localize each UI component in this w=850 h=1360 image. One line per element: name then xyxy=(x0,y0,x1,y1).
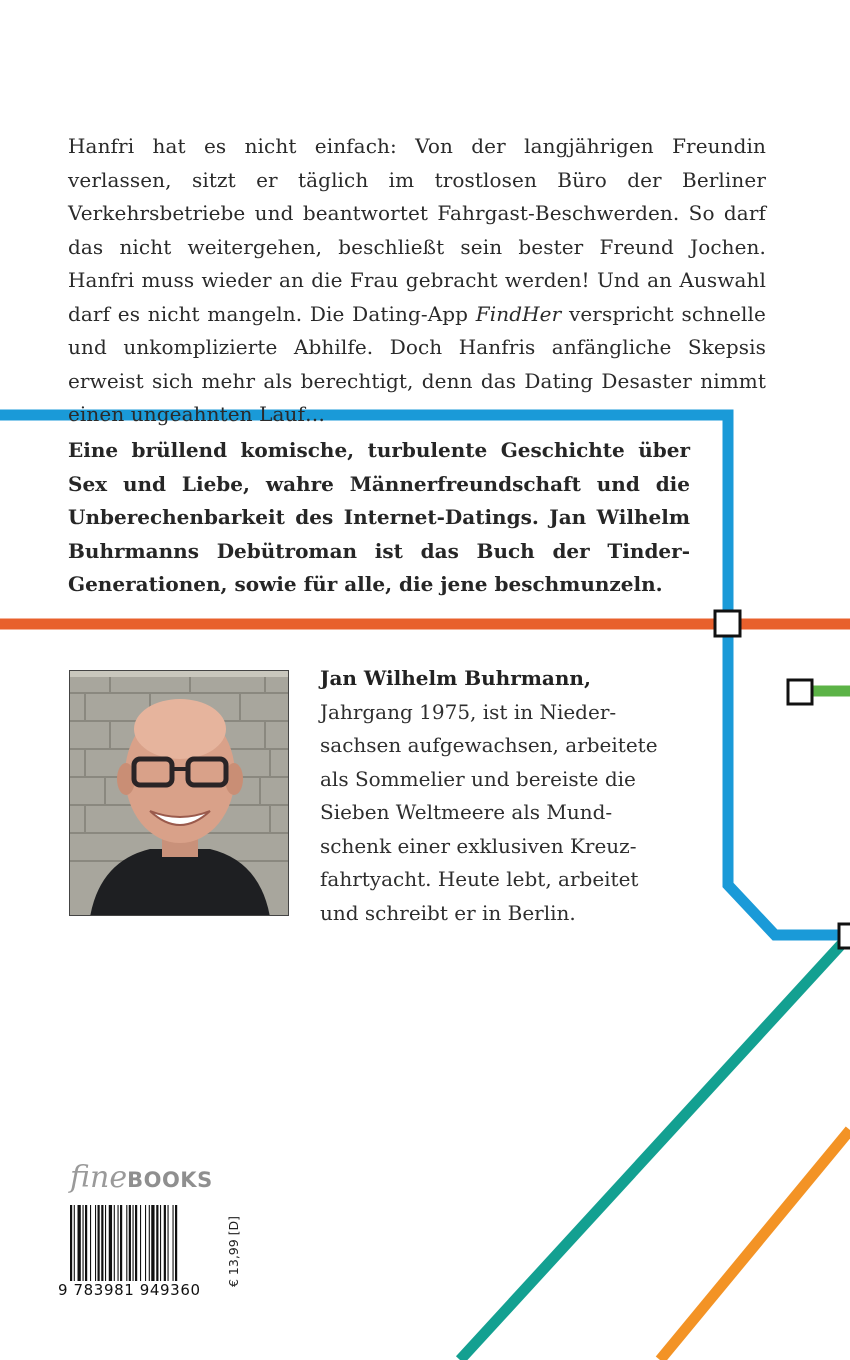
bio-line: Sieben Weltmeere als Mund- xyxy=(320,800,613,824)
bio-line: sachsen aufgewachsen, arbeitete xyxy=(320,733,658,757)
bio-line: fahrtyacht. Heute lebt, arbeitet xyxy=(320,867,639,891)
teal-transit-line xyxy=(460,935,850,1360)
teaser-paragraph: Eine brüllend komische, turbulente Geschichte über Sex und Liebe, wahre Männerfreundschaft und die Unberechenbarkeit des Internet-Datings. Jan Wilhelm Buhrmanns Debütroman ist das Buch der Tinder-Generationen, sowie für alle, die jene beschmunzeln. xyxy=(68,438,690,596)
synopsis-paragraph: Hanfri hat es nicht einfach: Von der langjährigen Freundin verlassen, sitzt er täglich im trostlosen Büro der Berliner Verkehrsbetriebe und beantwortet Fahrgast-Beschwerden. So darf das nicht weitergehen, beschließt sein bester Freund Jochen. Hanfri muss wieder an die Frau gebracht werden! Und an Auswahl darf es nicht mangeln. Die Dating-App FindHer verspricht schnelle und unkomplizierte Abhilfe. Doch Hanfris anfängliche Skepsis erweist sich mehr als berechtigt, denn das Dating Desaster nimmt einen ungeahnten Lauf… xyxy=(68,134,766,426)
price-label: € 13,99 [D] xyxy=(226,1215,241,1287)
publisher-logo: fineBOOKS xyxy=(70,1160,213,1195)
author-name: Jan Wilhelm Buhrmann, xyxy=(320,666,591,690)
author-photo xyxy=(69,670,289,916)
barcode-bars xyxy=(70,1205,215,1287)
author-bio xyxy=(320,662,670,930)
amber-transit-line xyxy=(660,1130,850,1360)
bio-line: Jahrgang 1975, ist in Nieder- xyxy=(320,699,617,724)
bio-line: und schreibt er in Berlin. xyxy=(320,900,576,925)
app-title: FindHer xyxy=(475,301,562,326)
bio-line: schenk einer exklusiven Kreuz- xyxy=(320,833,637,858)
isbn-barcode xyxy=(58,1205,218,1305)
station-marker xyxy=(788,680,812,704)
bio-line: als Sommelier und bereiste die xyxy=(320,766,636,791)
isbn-number: 9 783981 949360 xyxy=(58,1281,218,1299)
station-marker xyxy=(839,924,850,948)
station-marker xyxy=(715,611,740,636)
